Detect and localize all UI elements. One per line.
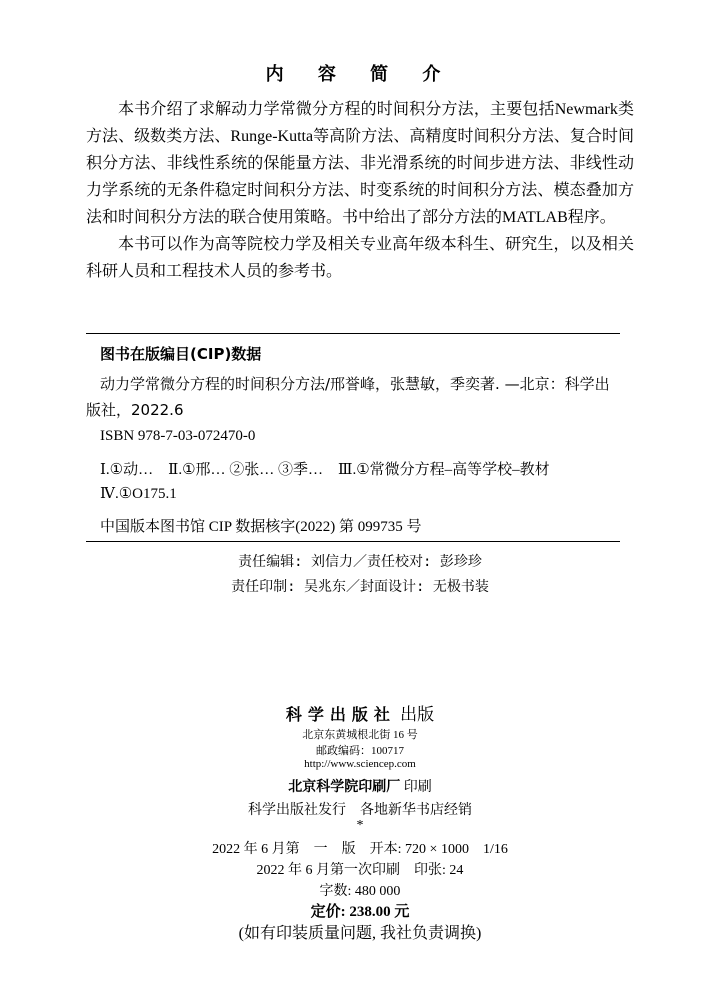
distribution: 科学出版社发行 各地新华书店经销: [248, 803, 472, 818]
publisher-suffix: 出版: [400, 705, 435, 724]
quality-notice: (如有印装质量问题, 我社负责调换): [238, 925, 482, 942]
credits-editors: 责任编辑: 刘信力／责任校对: 彭珍珍: [238, 554, 482, 570]
publisher-website: http://www.sciencep.com: [304, 758, 416, 770]
printing-info: 2022 年 6 月第一次印刷 印张: 24: [256, 863, 464, 878]
publisher-address: 北京东黄城根北街 16 号: [302, 729, 418, 741]
summary-body: [86, 96, 634, 285]
price: 定价: 238.00 元: [310, 904, 410, 920]
printer-logo: 北京科学院印刷厂: [288, 780, 401, 795]
cip-bottom-rule: [86, 541, 620, 542]
credits-production: 责任印制: 吴兆东／封面设计: 无极书装: [231, 579, 489, 595]
cip-classification-1: Ⅰ.①动… Ⅱ.①邢… ②张… ③季… Ⅲ.①常微分方程–高等学校–教材: [100, 462, 550, 478]
separator-star: *: [356, 818, 364, 833]
publisher-postcode: 邮政编码：100717: [316, 745, 404, 757]
cip-heading: 图书在版编目(CIP)数据: [100, 345, 262, 363]
printer-suffix: 印刷: [403, 780, 432, 795]
summary-paragraph-2: 本书可以作为高等院校力学及相关专业高年级本科生、研究生，以及相关科研人员和工程技术人员的参考书。: [86, 236, 634, 280]
edition-info: 2022 年 6 月第 一 版 开本: 720 × 1000 1/16: [212, 842, 508, 857]
printer-line: [0, 776, 720, 796]
publisher-line: [0, 700, 720, 725]
cip-classification-2: Ⅳ.①O175.1: [100, 486, 177, 502]
summary-title: 内 容 简 介: [265, 64, 455, 85]
word-count: 字数: 480 000: [319, 884, 401, 899]
summary-paragraph-1: 本书介绍了求解动力学常微分方程的时间积分方法，主要包括Newmark类方法、级数类方法、Runge-Kutta等高阶方法、高精度时间积分方法、复合时间积分方法、非线性系统的保能量方法、非光滑系统的时间步进方法、非线性动力学系统的无条件稳定时间积分方法、时变系统的时间积分方法、模态叠加方法和时间积分方法的联合使用策略。书中给出了部分方法的MATLAB程序。: [86, 101, 634, 226]
cip-isbn: ISBN 978-7-03-072470-0: [100, 428, 256, 444]
cip-top-rule: [86, 333, 620, 334]
cip-description: 动力学常微分方程的时间积分方法/邢誉峰，张慧敏，季奕著. —北京：科学出版社，2022.6: [86, 375, 610, 419]
publisher-logo: 科学出版社: [285, 705, 396, 724]
cip-record-number: 中国版本图书馆 CIP 数据核字(2022) 第 099735 号: [100, 519, 422, 535]
